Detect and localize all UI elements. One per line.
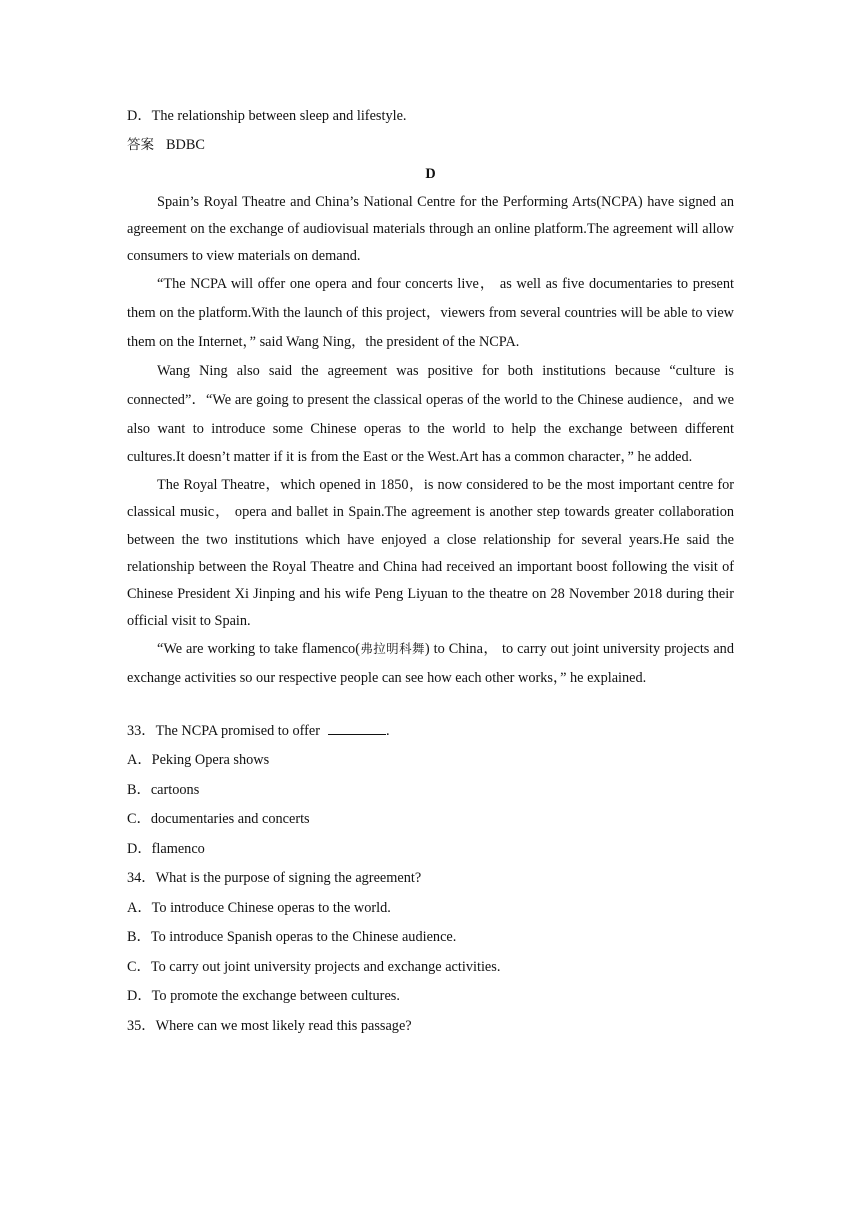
passage-paragraph-5: [127, 635, 734, 692]
answer-blank: [328, 722, 386, 735]
previous-question-option-d: D．The relationship between sleep and lifestyle.: [127, 108, 407, 124]
passage-paragraph-4: The Royal Theatre，which opened in 1850，is now considered to be the most important centre for classical music， opera and ballet in Spain.The agreement is another step towards greater collaboration between the two institutions which have enjoyed a close relationship for several years.He said the relationship between the Royal Theatre and China had received an important boost following the visit of Chinese President Xi Jinping and his wife Peng Liyuan to the theatre on 28 November 2018 during their official visit to Spain.: [127, 477, 734, 630]
question-34-stem: 34．What is the purpose of signing the agreement?: [127, 870, 422, 887]
question-33-option-d: D．flamenco: [127, 840, 205, 857]
answer-key: [127, 131, 734, 160]
answer-value: BDBC: [166, 137, 205, 153]
page-content: [127, 102, 734, 1041]
question-34-option-d: D．To promote the exchange between cultures.: [127, 988, 400, 1005]
question-33-option-c: C．documentaries and concerts: [127, 811, 310, 828]
spacer: [127, 693, 734, 717]
flamenco-chinese-gloss: 弗拉明科舞: [359, 641, 425, 657]
question-35: [127, 1012, 734, 1042]
paragraph-5-text-end: ) to China， to carry out joint university projects and exchange activities so our respective people can see how each other works，” he explained.: [127, 641, 734, 687]
question-33-option-b: B．cartoons: [127, 781, 200, 798]
passage-paragraph-3: Wang Ning also said the agreement was positive for both institutions because “culture is connected”．“We are going to present the classical operas of the world to the Chinese audience，and we also want to introduce some Chinese operas to the world to help the exchange between different cultures.It doesn’t matter if it is from the East or the West.Art has a common character，” he added.: [127, 363, 734, 466]
section-title: D: [425, 166, 436, 182]
question-34-option-b: B．To introduce Spanish operas to the Chinese audience.: [127, 929, 457, 946]
passage-paragraph-1: Spain’s Royal Theatre and China’s National Centre for the Performing Arts(NCPA) have signed an agreement on the exchange of audiovisual materials through an online platform.The agreement will allow consumers to view materials on demand.: [127, 194, 734, 264]
question-33-stem: [127, 717, 734, 747]
passage-paragraph-2: “The NCPA will offer one opera and four concerts live， as well as five documentaries to present them on the platform.With the launch of this project，viewers from several countries will be able to view them on the Internet，” said Wang Ning，the president of the NCPA.: [127, 276, 734, 350]
question-33-text: 33．The NCPA promised to offer: [127, 722, 321, 739]
question-34-option-c: C．To carry out joint university projects and exchange activities.: [127, 958, 501, 975]
question-34: [127, 864, 734, 1012]
question-34-option-a: A．To introduce Chinese operas to the world.: [127, 899, 391, 916]
question-33-period: .: [386, 722, 390, 739]
answer-label: 答案: [127, 137, 154, 153]
question-33-option-a: A．Peking Opera shows: [127, 752, 270, 769]
paragraph-5-text-start: “We are working to take flamenco(: [157, 641, 360, 658]
question-33: [127, 717, 734, 865]
question-35-stem: 35．Where can we most likely read this passage?: [127, 1017, 412, 1034]
